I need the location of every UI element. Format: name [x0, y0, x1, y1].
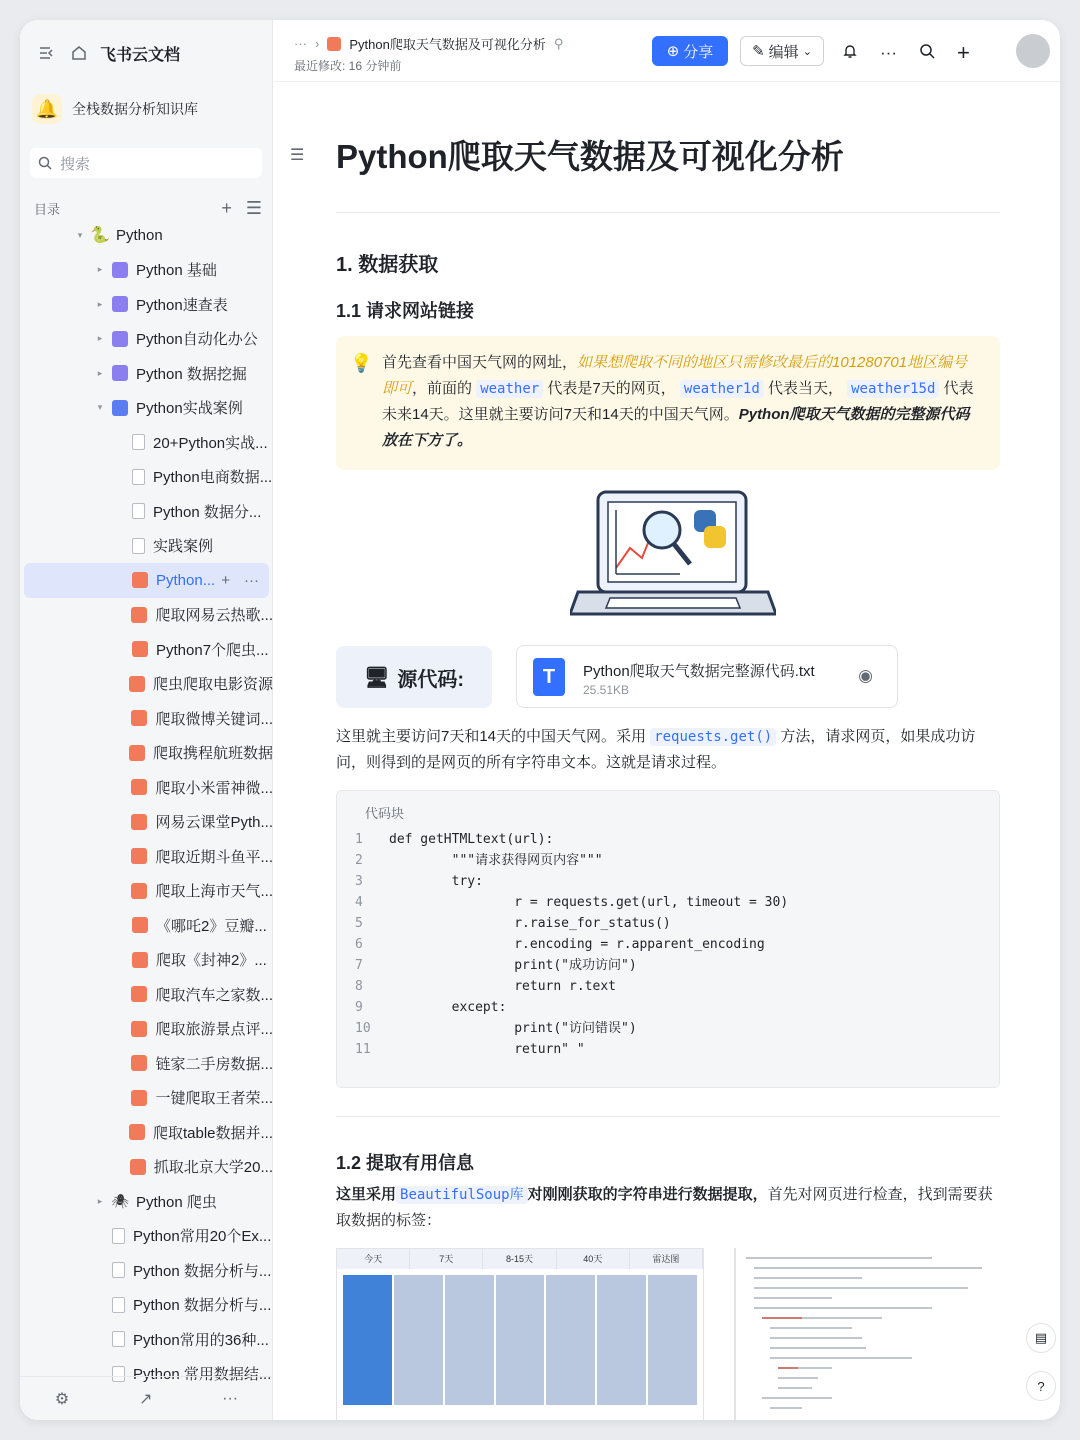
line-number: 1: [355, 832, 363, 847]
code-line: except:: [389, 1000, 507, 1015]
sidebar-tree-item[interactable]: [20, 529, 273, 564]
doc-content: [274, 83, 1060, 1420]
code-doc-icon: [131, 779, 147, 795]
code-line: return r.text: [389, 979, 616, 994]
callout-text-2: ，前面的: [412, 380, 473, 397]
sidebar-tree-item[interactable]: [20, 425, 273, 460]
page-title: Python爬取天气数据及可视化分析: [336, 138, 844, 175]
list-settings-icon[interactable]: ☰: [245, 198, 262, 218]
sidebar-tree-item[interactable]: [20, 1150, 273, 1185]
divider: [336, 1116, 1000, 1117]
inline-code: weather15d: [847, 380, 939, 398]
tree-item-label: Python 数据挖掘: [136, 365, 247, 383]
sidebar-top: [36, 40, 180, 66]
breadcrumb-title[interactable]: Python爬取天气数据及可视化分析: [349, 37, 546, 52]
tree-item-label: 爬取小米雷神微...: [155, 779, 273, 797]
code-doc-icon: [131, 986, 147, 1002]
chevron-right-icon[interactable]: ▸: [97, 264, 103, 275]
line-number: 5: [355, 916, 363, 931]
sidebar-tree-item[interactable]: [20, 977, 273, 1012]
folder-icon: [112, 262, 128, 278]
app-window: [20, 20, 1060, 1420]
sidebar-tree-item[interactable]: [20, 218, 273, 253]
code-line: return" ": [389, 1042, 585, 1057]
sidebar-tree-item[interactable]: [20, 1012, 273, 1047]
pencil-icon: ✎: [752, 43, 765, 60]
chevron-right-icon: ›: [315, 36, 320, 51]
share-button[interactable]: [652, 36, 728, 66]
code-line: r.encoding = r.apparent_encoding: [389, 937, 765, 952]
line-number: 6: [355, 937, 363, 952]
add-icon[interactable]: +: [221, 571, 230, 589]
callout-italic: 如果想爬取不同的地区只需修改最后的101280701地区编号即可: [382, 354, 968, 397]
share-label: 分享: [683, 43, 714, 61]
tree-item-label: Python电商数据...: [153, 469, 273, 487]
inline-code: weather: [476, 380, 543, 398]
tree-item-label: Python实战案例: [136, 400, 243, 418]
add-icon[interactable]: +: [221, 198, 232, 218]
outline-icon[interactable]: ☰: [290, 147, 305, 164]
line-number: 9: [355, 1000, 363, 1015]
para-text: 首先对网页进行检查，找到需要获取数据的标签：: [336, 1186, 993, 1229]
document-icon: [132, 469, 145, 485]
tree-item-label: 抓取北京大学20...: [153, 1159, 273, 1177]
folder-icon: [112, 400, 128, 416]
edit-button[interactable]: [740, 36, 824, 66]
code-doc-icon: [132, 572, 148, 588]
heading-1: 1. 数据获取: [336, 254, 439, 276]
file-size: 25.51KB: [583, 683, 630, 697]
tree-item-label: 20+Python实战...: [153, 434, 268, 452]
tree-item-label: Python速查表: [136, 296, 228, 314]
chevron-right-icon[interactable]: ▸: [97, 333, 103, 344]
tree-item-label: Python 数据分...: [153, 503, 262, 521]
sidebar-tree-item[interactable]: [20, 736, 273, 771]
sidebar-tree-item[interactable]: [20, 632, 273, 667]
avatar[interactable]: [1016, 34, 1050, 68]
code-line: print("成功访问"): [389, 958, 637, 973]
inline-code: BeautifulSoup库: [396, 1186, 528, 1204]
collapse-sidebar-icon[interactable]: [36, 42, 58, 64]
para-text: 对刚刚获取的字符串进行数据提取，: [527, 1186, 768, 1203]
document-icon: [112, 1228, 125, 1244]
screenshot-tab: 雷达图: [630, 1249, 703, 1269]
inline-code: requests.get(): [650, 728, 776, 746]
sidebar-tree-item[interactable]: [20, 943, 273, 978]
para-text: 方法，请求网页，如果成功访问，则得到的是网页的所有字符串文本。这就是请求过程。: [336, 728, 976, 771]
tree-item-label: 爬取table数据并...: [152, 1124, 273, 1142]
line-number: 2: [355, 853, 363, 868]
sidebar-tree-item[interactable]: [20, 770, 273, 805]
add-icon[interactable]: +: [956, 40, 970, 65]
html-source-screenshot: [734, 1248, 1000, 1420]
settings-icon[interactable]: ⚙: [54, 1390, 70, 1408]
more-options-icon[interactable]: ···: [880, 43, 897, 62]
tree-item-label: Python 数据分析与...: [133, 1262, 272, 1280]
sidebar-tree-item[interactable]: [20, 1322, 273, 1357]
code-doc-icon: [131, 607, 147, 623]
header-icons: [842, 40, 970, 66]
code-line: def getHTMLtext(url):: [389, 832, 554, 847]
document-icon: [132, 538, 145, 554]
heading-1-2: 1.2 提取有用信息: [336, 1153, 475, 1173]
screenshot-tab: 40天: [557, 1249, 630, 1269]
code-doc-icon: [131, 814, 147, 830]
knowledge-base-name: 全栈数据分析知识库: [72, 101, 198, 117]
tree-item-label: 网易云课堂Pyth...: [155, 814, 273, 832]
code-block-label: 代码块: [365, 806, 405, 821]
last-modified: 最近修改: 16 分钟前: [294, 59, 402, 73]
bell-emoji-icon: 🔔: [32, 94, 62, 124]
tree-item-label: 《哪吒2》豆瓣...: [156, 917, 267, 935]
document-icon: [132, 434, 145, 450]
tree-item-label: Python 常用数据结...: [133, 1366, 272, 1384]
sidebar-bottom-bar: [20, 1376, 273, 1420]
screenshot-tab: 8-15天: [483, 1249, 556, 1269]
share-out-icon[interactable]: ↗: [138, 1390, 153, 1408]
more-icon[interactable]: ···: [222, 1389, 239, 1407]
paragraph-extract: [336, 1182, 1000, 1234]
screenshot-tab: 今天: [337, 1249, 410, 1269]
chevron-down-icon: ⌄: [802, 45, 812, 58]
tree-item-label: 爬取旅游景点评...: [155, 1021, 273, 1039]
sidebar-tree-item[interactable]: [20, 322, 273, 357]
code-doc-icon: [131, 883, 147, 899]
callout-block: [336, 336, 1000, 470]
folder-icon: [112, 365, 128, 381]
para-text: 这里就主要访问7天和14天的中国天气网。采用: [336, 728, 647, 745]
callout-text-5: 代表未来14天。这里就主要访问7天和14天的中国天气网。: [382, 380, 974, 423]
preview-eye-icon[interactable]: ◉: [858, 666, 873, 685]
code-doc-icon: [129, 1124, 145, 1140]
callout-text-4: 代表当天，: [767, 380, 843, 397]
text-file-icon: T: [533, 658, 565, 696]
sidebar-tree-item[interactable]: [20, 839, 273, 874]
app-name[interactable]: 飞书云文档: [100, 46, 181, 64]
chevron-right-icon[interactable]: ▸: [97, 298, 103, 309]
code-doc-icon: [131, 848, 147, 864]
code-doc-icon: [131, 1090, 147, 1106]
tree-item-label: 爬虫爬取电影资源: [152, 676, 273, 694]
line-number: 8: [355, 979, 363, 994]
document-icon: [132, 503, 145, 519]
chevron-right-icon[interactable]: ▸: [97, 1195, 103, 1206]
pin-icon[interactable]: ⚲: [553, 35, 564, 51]
callout-text-3: 代表是7天的网页，: [547, 380, 676, 397]
spider-icon: 🕷: [111, 1192, 129, 1209]
search-input[interactable]: [30, 148, 262, 178]
code-doc-icon: [131, 710, 147, 726]
tree-item-label: 爬取近期斗鱼平...: [155, 848, 273, 866]
sidebar-tree-item[interactable]: [20, 701, 273, 736]
folder-icon: [112, 296, 128, 312]
code-line: """请求获得网页内容""": [389, 853, 603, 868]
line-number: 7: [355, 958, 363, 973]
sidebar-tree-item[interactable]: [20, 1115, 273, 1150]
code-doc-icon: [129, 676, 145, 692]
sidebar-tree-item[interactable]: [20, 494, 273, 529]
code-block[interactable]: [336, 790, 1000, 1088]
document-icon: [112, 1297, 125, 1313]
toc-header: [34, 198, 262, 219]
code-doc-icon: [129, 745, 145, 761]
callout-text-1: 首先查看中国天气网的网址，: [382, 354, 578, 371]
toc-label: 目录: [34, 202, 61, 217]
code-doc-icon: [327, 37, 341, 51]
laptop-emoji-icon: 🖥: [363, 666, 390, 689]
paragraph-request: [336, 724, 1000, 776]
callout-bold: Python爬取天气数据的完整源代码放在下方了。: [382, 406, 970, 449]
sidebar-tree-item[interactable]: [20, 1184, 273, 1219]
tree-item-actions[interactable]: [221, 572, 259, 589]
tree-item-label: Python 基础: [136, 262, 217, 280]
chevron-down-icon[interactable]: ▾: [97, 402, 103, 413]
search-placeholder: 搜索: [60, 155, 91, 173]
tree-item-label: 爬取汽车之家数...: [155, 986, 273, 1004]
code-line: try:: [389, 874, 483, 889]
tree-item-label: Python: [116, 226, 163, 244]
tree-item-label: 爬取微博关键词...: [155, 710, 273, 728]
sidebar-tree-item[interactable]: [20, 908, 273, 943]
tree-item-label: Python 数据分析与...: [133, 1297, 272, 1315]
sidebar-tree-item[interactable]: [20, 253, 273, 288]
sidebar: [20, 20, 273, 1420]
code-doc-icon: [131, 1055, 147, 1071]
code-doc-icon: [132, 952, 148, 968]
sidebar-tree-item[interactable]: [24, 563, 269, 598]
globe-icon: ⊕: [666, 43, 680, 60]
screenshot-tab: 7天: [410, 1249, 483, 1269]
search-icon: [38, 156, 52, 170]
lightbulb-icon: 💡: [350, 353, 373, 373]
document-icon: [112, 1262, 125, 1278]
sidebar-tree-item[interactable]: [20, 391, 273, 426]
laptop-illustration: [570, 488, 776, 626]
sidebar-tree-item[interactable]: [20, 1253, 273, 1288]
tree-item-label: Python7个爬虫...: [156, 641, 269, 659]
line-number: 3: [355, 874, 363, 889]
code-doc-icon: [132, 641, 148, 657]
inline-code: weather1d: [680, 380, 764, 398]
sidebar-tree-item[interactable]: [20, 1288, 273, 1323]
tree-item-label: 爬取网易云热歌...: [155, 607, 273, 625]
divider: [336, 212, 1000, 213]
doc-header: [274, 20, 1060, 82]
more-icon[interactable]: ···: [244, 571, 259, 589]
tree-item-label: Python常用的36种...: [133, 1331, 269, 1349]
code-line: r = requests.get(url, timeout = 30): [389, 895, 789, 910]
python-icon: 🐍: [90, 227, 110, 245]
code-doc-icon: [132, 917, 148, 933]
sidebar-tree-item[interactable]: [20, 805, 273, 840]
line-number: 11: [355, 1042, 371, 1057]
chevron-right-icon[interactable]: ▸: [97, 367, 103, 378]
home-icon[interactable]: [68, 42, 90, 64]
edit-label: 编辑: [768, 43, 799, 61]
code-lines: [355, 829, 788, 1060]
tree-item-label: Python...: [156, 571, 216, 589]
file-attachment[interactable]: [516, 645, 898, 708]
tree-item-label: Python自动化办公: [136, 331, 258, 349]
tree-item-label: Python 爬虫: [136, 1193, 217, 1211]
code-doc-icon: [131, 1021, 147, 1037]
code-doc-icon: [130, 1159, 146, 1175]
sidebar-tree-item[interactable]: [20, 1219, 273, 1254]
sidebar-tree-item[interactable]: [20, 667, 273, 702]
screenshot-images: [336, 1246, 1000, 1420]
source-code-label: [336, 646, 492, 708]
help-icon[interactable]: ?: [1026, 1371, 1056, 1401]
line-number: 4: [355, 895, 363, 910]
breadcrumb: [294, 34, 563, 53]
document-icon: [112, 1331, 125, 1347]
code-line: print("访问错误"): [389, 1021, 637, 1036]
sidebar-tree-item[interactable]: [20, 460, 273, 495]
notification-bell-icon[interactable]: [842, 43, 858, 64]
search-icon[interactable]: [919, 43, 935, 64]
file-name: Python爬取天气数据完整源代码.txt: [583, 663, 815, 680]
folder-icon: [112, 331, 128, 347]
tree-item-label: 爬取携程航班数据: [152, 745, 273, 763]
tree-item-label: 链家二手房数据...: [155, 1055, 273, 1073]
tree-item-label: 一键爬取王者荣...: [155, 1090, 273, 1108]
weather-page-screenshot: [336, 1248, 704, 1420]
para-text: 这里采用: [336, 1186, 397, 1203]
sidebar-tree-item[interactable]: [20, 1046, 273, 1081]
tree-item-label: 爬取《封神2》...: [156, 952, 267, 970]
sidebar-tree-item[interactable]: [20, 1081, 273, 1116]
tree-item-label: Python常用20个Ex...: [133, 1228, 272, 1246]
chevron-down-icon[interactable]: ▾: [77, 229, 83, 240]
line-number: 10: [355, 1021, 371, 1036]
knowledge-base[interactable]: [32, 94, 198, 124]
code-line: r.raise_for_status(): [389, 916, 671, 931]
heading-1-1: 1.1 请求网站链接: [336, 301, 475, 321]
sidebar-tree-item[interactable]: [20, 874, 273, 909]
sidebar-tree-item[interactable]: [20, 287, 273, 322]
sidebar-tree-item[interactable]: [20, 598, 273, 633]
copy-page-icon[interactable]: ▤: [1026, 1323, 1056, 1353]
sidebar-tree-item[interactable]: [20, 356, 273, 391]
breadcrumb-more[interactable]: ···: [294, 36, 307, 51]
tree-item-label: 实践案例: [153, 538, 214, 556]
tree-item-label: 爬取上海市天气...: [155, 883, 273, 901]
doc-tree: [20, 218, 273, 1391]
source-label-text: 源代码:: [397, 668, 465, 691]
